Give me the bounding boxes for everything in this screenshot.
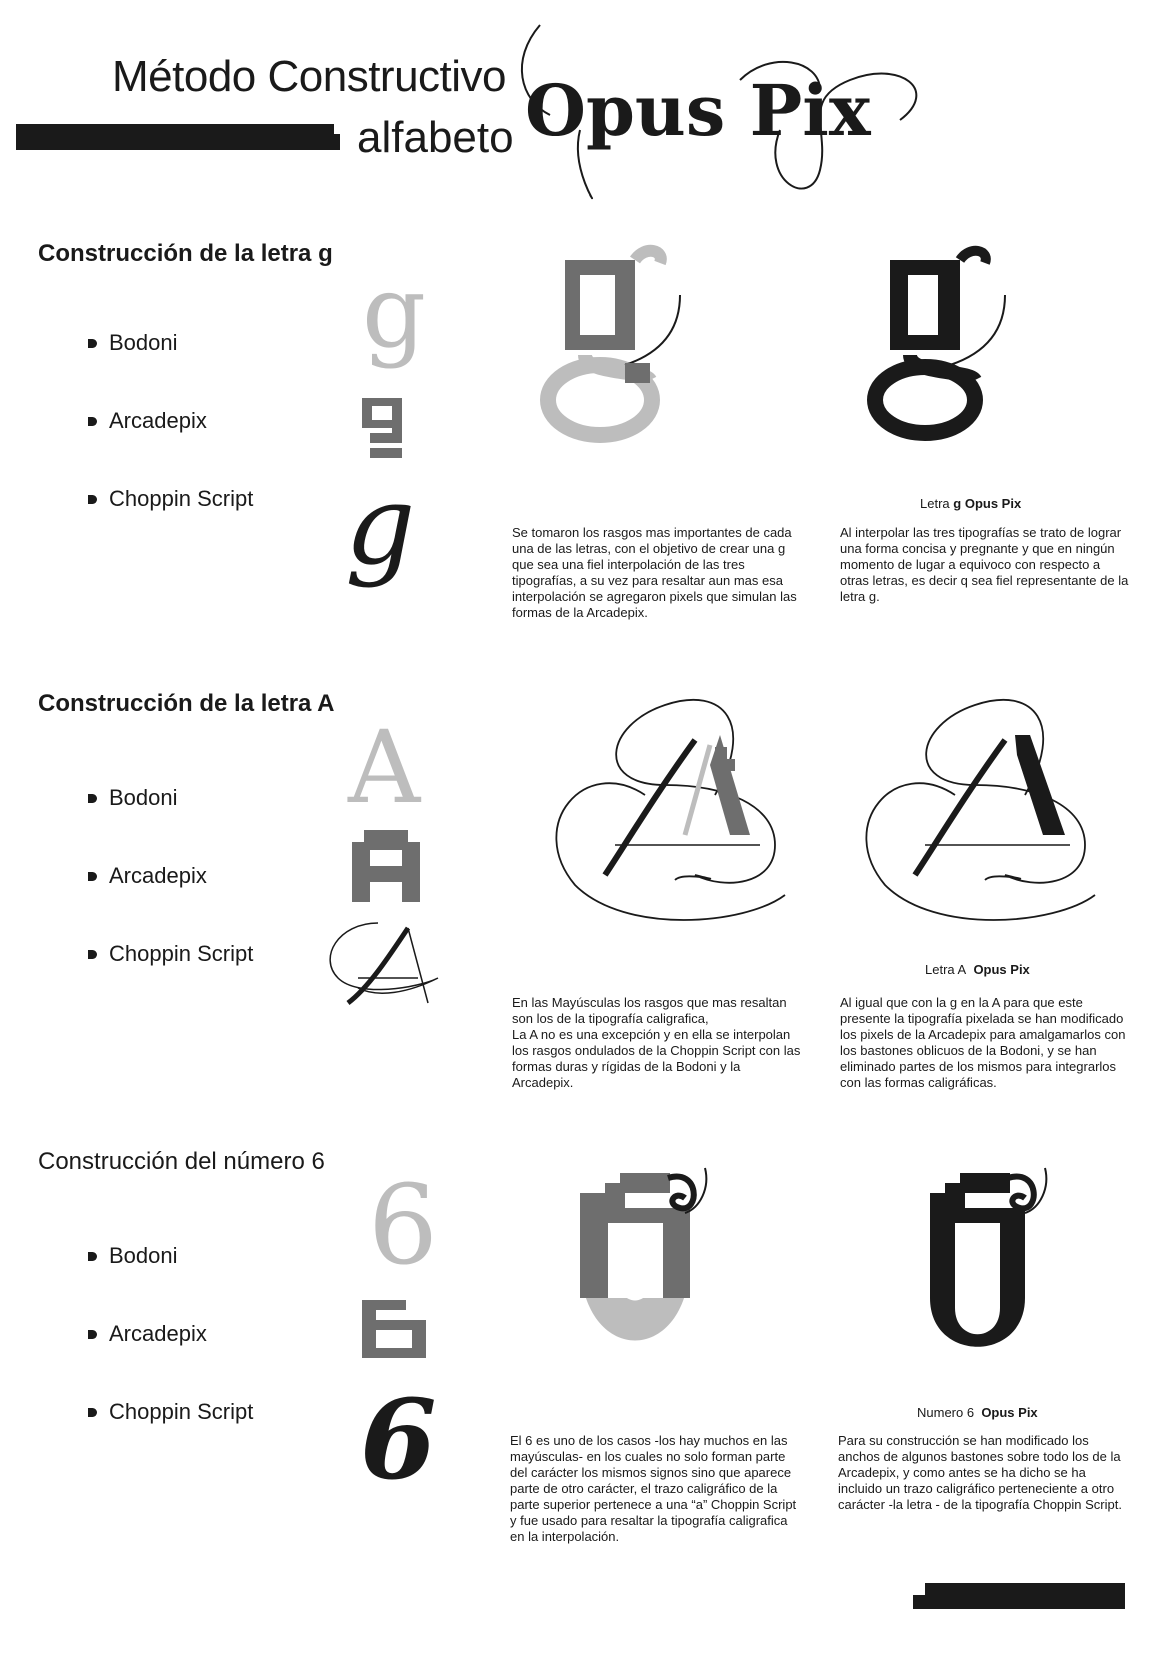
header-bar — [16, 124, 334, 150]
section-title-6: Construcción del número 6 — [38, 1148, 325, 1175]
bullet-icon — [88, 495, 97, 504]
text-6-right: Para su construcción se han modificado los anchos de algunos bastones sobre todo los de la Arcadepix, y como antes se ha dicho se ha incluido un trazo caligráfico perteneciente a otro carácter -la letra - de la tipografía Choppin Script. — [838, 1433, 1122, 1512]
page-title-line1: Método Constructivo — [112, 52, 507, 101]
footer-bar — [925, 1583, 1125, 1609]
bodoni-6-glyph: 6 — [368, 1161, 438, 1289]
bullet-icon — [88, 339, 97, 348]
arcadepix-g-glyph — [362, 398, 412, 460]
construction-g-layered — [545, 245, 695, 440]
bullet-icon — [88, 872, 97, 881]
text-6-left: El 6 es uno de los casos -los hay muchos en las mayúsculas- en los cuales no solo forman parte del carácter los mismos signos sino que aparece parte de otro carácter, el trazo caligráfico de la parte superior pertenece a una “a” Choppin Script y fue usado para resaltar la tipografía caligrafica en la interpolación. — [510, 1433, 797, 1544]
list-item: Arcadepix — [88, 863, 207, 889]
construction-a-final — [855, 695, 1125, 935]
arcadepix-6-glyph — [362, 1300, 426, 1358]
text-g-left: Se tomaron los rasgos mas importantes de cada una de las letras, con el objetivo de crear una g que sea una fiel interpolación de las tres tipografías, a su vez para resaltar aun mas esa interpolación se agregaron pixels que simulan las formas de la Arcadepix. — [512, 525, 797, 620]
choppin-a-glyph — [318, 918, 448, 1018]
section-title-g: Construcción de la letra g — [38, 240, 333, 267]
construction-a-layered — [545, 695, 815, 935]
text-g-right: Al interpolar las tres tipografías se trato de lograr una forma concisa y pregnante y que en ningún momento de lugar a equivoco con respecto a otras letras, es decir q sea fiel representante de la letra g. — [840, 525, 1129, 604]
construction-6-final — [920, 1168, 1080, 1368]
caption-g: Letra g Opus Pix — [920, 496, 1022, 511]
caption-a: Letra A Opus Pix — [925, 962, 1030, 977]
construction-g-final — [870, 245, 1020, 440]
arcadepix-a-glyph — [350, 830, 422, 902]
page-title-line2: alfabeto — [357, 113, 514, 162]
bullet-icon — [88, 950, 97, 959]
opus-pix-logo — [520, 20, 1020, 220]
list-item: Choppin Script — [88, 486, 253, 512]
header-bar-step — [324, 134, 340, 150]
list-item: Bodoni — [88, 1243, 178, 1269]
logo-word: Opus Pix — [525, 69, 871, 152]
construction-6-layered — [580, 1168, 740, 1368]
text-a-left: En las Mayúsculas los rasgos que mas resaltan son los de la tipografía caligrafica, La A no es una excepción y en ella se interpolan los rasgos ondulados de la Choppin Script con las formas duras y rígidas de la Bodoni y la Arcadepix. — [512, 995, 801, 1090]
bullet-icon — [88, 1408, 97, 1417]
list-item: Arcadepix — [88, 1321, 207, 1347]
caption-6: Numero 6 Opus Pix — [917, 1405, 1038, 1420]
list-item: Bodoni — [88, 785, 178, 811]
list-item: Arcadepix — [88, 408, 207, 434]
bullet-icon — [88, 1330, 97, 1339]
list-item: Choppin Script — [88, 1399, 253, 1425]
bodoni-a-glyph: A — [348, 709, 421, 826]
section-title-a: Construcción de la letra A — [38, 690, 335, 717]
bullet-icon — [88, 794, 97, 803]
bodoni-g-glyph: g — [362, 253, 427, 370]
bullet-icon — [88, 1252, 97, 1261]
choppin-6-glyph: 6 — [360, 1375, 437, 1504]
choppin-g-glyph: g — [345, 461, 416, 589]
list-item: Bodoni — [88, 330, 178, 356]
text-a-right: Al igual que con la g en la A para que este presente la tipografía pixelada se han modificado los pixels de la Arcadepix para amalgamarlos con los bastones oblicuos de la Bodoni, y se han eliminado partes de los mismos para integrarlos con las formas caligráficas. — [840, 995, 1126, 1090]
list-item: Choppin Script — [88, 941, 253, 967]
bullet-icon — [88, 417, 97, 426]
footer-bar-step — [913, 1595, 927, 1609]
